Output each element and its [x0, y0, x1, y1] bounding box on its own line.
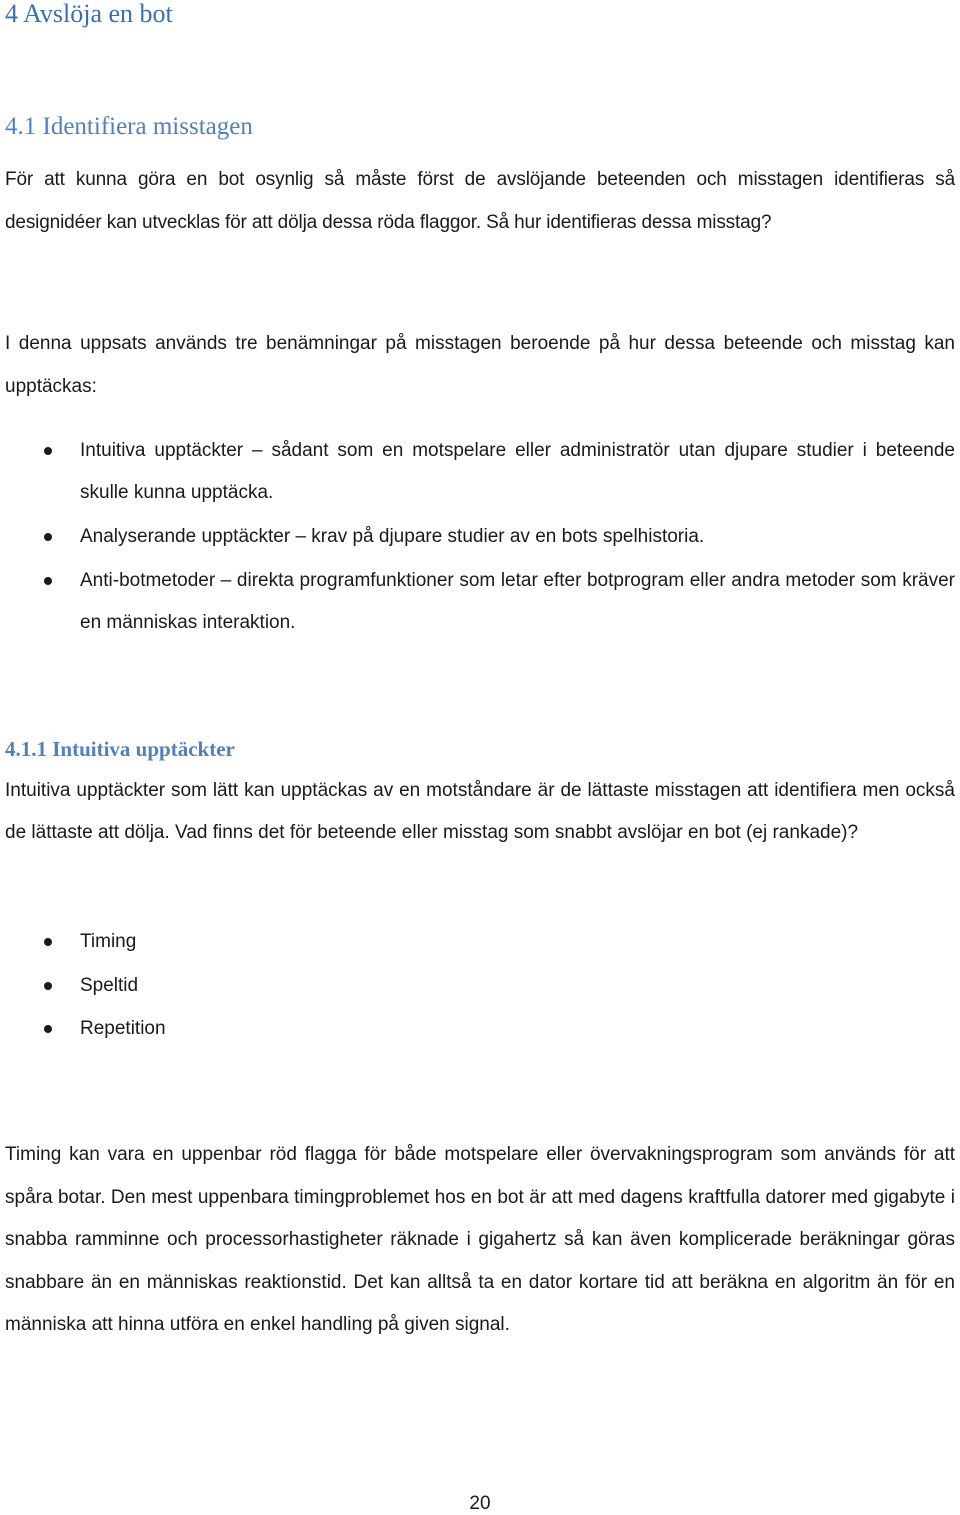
- bullet-icon: [44, 1025, 52, 1033]
- bullet-icon: [44, 938, 52, 946]
- list-item-text: Speltid: [80, 974, 139, 996]
- list-item: [0, 1007, 960, 1051]
- list-item: [0, 516, 960, 558]
- bullet-icon: [44, 533, 52, 541]
- list-item-text: Anti-botmetoder – direkta programfunktioner som letar efter botprogram eller andra metoder som kräver en människas interaktion.: [80, 570, 955, 633]
- timing-paragraph: Timing kan vara en uppenbar röd flagga för både motspelare eller övervakningsprogram som används för att spåra botar. Den mest uppenbara timingproblemet hos en bot är att med dagens kraftfulla datorer med gigabyte i snabba ramminne och processorhastigheter räknade i gigahertz så kan även komplicerade beräkningar göras snabbare än en människas reaktionstid. Det kan alltså ta en dator kortare tid att beräkna en algoritm än för en människa att hinna utföra en enkel handling på given signal.: [5, 1144, 955, 1335]
- chapter-heading: 4 Avslöja en bot: [5, 0, 173, 28]
- intro-paragraph: För att kunna göra en bot osynlig så måste först de avslöjande beteenden och misstagen identifieras så designidéer kan utvecklas för att dölja dessa röda flaggor. Så hur identifieras dessa misstag?: [5, 169, 955, 233]
- detection-types-list: [0, 430, 960, 644]
- intuitive-items-list: [0, 920, 960, 1051]
- list-item-text: Repetition: [80, 1018, 166, 1039]
- list-item: [0, 920, 960, 964]
- list-item-text: Timing: [80, 931, 137, 952]
- subsection-heading: 4.1.1 Intuitiva upptäckter: [5, 737, 235, 761]
- list-item-text: Analyserande upptäckter – krav på djupare studier av en bots spelhistoria.: [80, 526, 705, 547]
- section-heading: 4.1 Identifiera misstagen: [5, 113, 253, 140]
- terms-paragraph: I denna uppsats används tre benämningar på misstagen beroende på hur dessa beteende och misstag kan upptäckas:: [5, 333, 955, 397]
- list-item-text: Intuitiva upptäckter – sådant som en motspelare eller administratör utan djupare studier i beteende skulle kunna upptäcka.: [80, 440, 955, 503]
- list-item: [0, 560, 960, 644]
- intuitive-paragraph: Intuitiva upptäckter som lätt kan upptäckas av en motståndare är de lättaste misstagen att identifiera men också de lättaste att dölja. Vad finns det för beteende eller misstag som snabbt avslöjar en bot (ej rankade)?: [5, 780, 955, 843]
- bullet-icon: [44, 982, 52, 990]
- list-item: [0, 430, 960, 514]
- bullet-icon: [44, 577, 52, 585]
- bullet-icon: [44, 447, 52, 455]
- list-item: [0, 964, 960, 1008]
- page-number: 20: [469, 1493, 491, 1514]
